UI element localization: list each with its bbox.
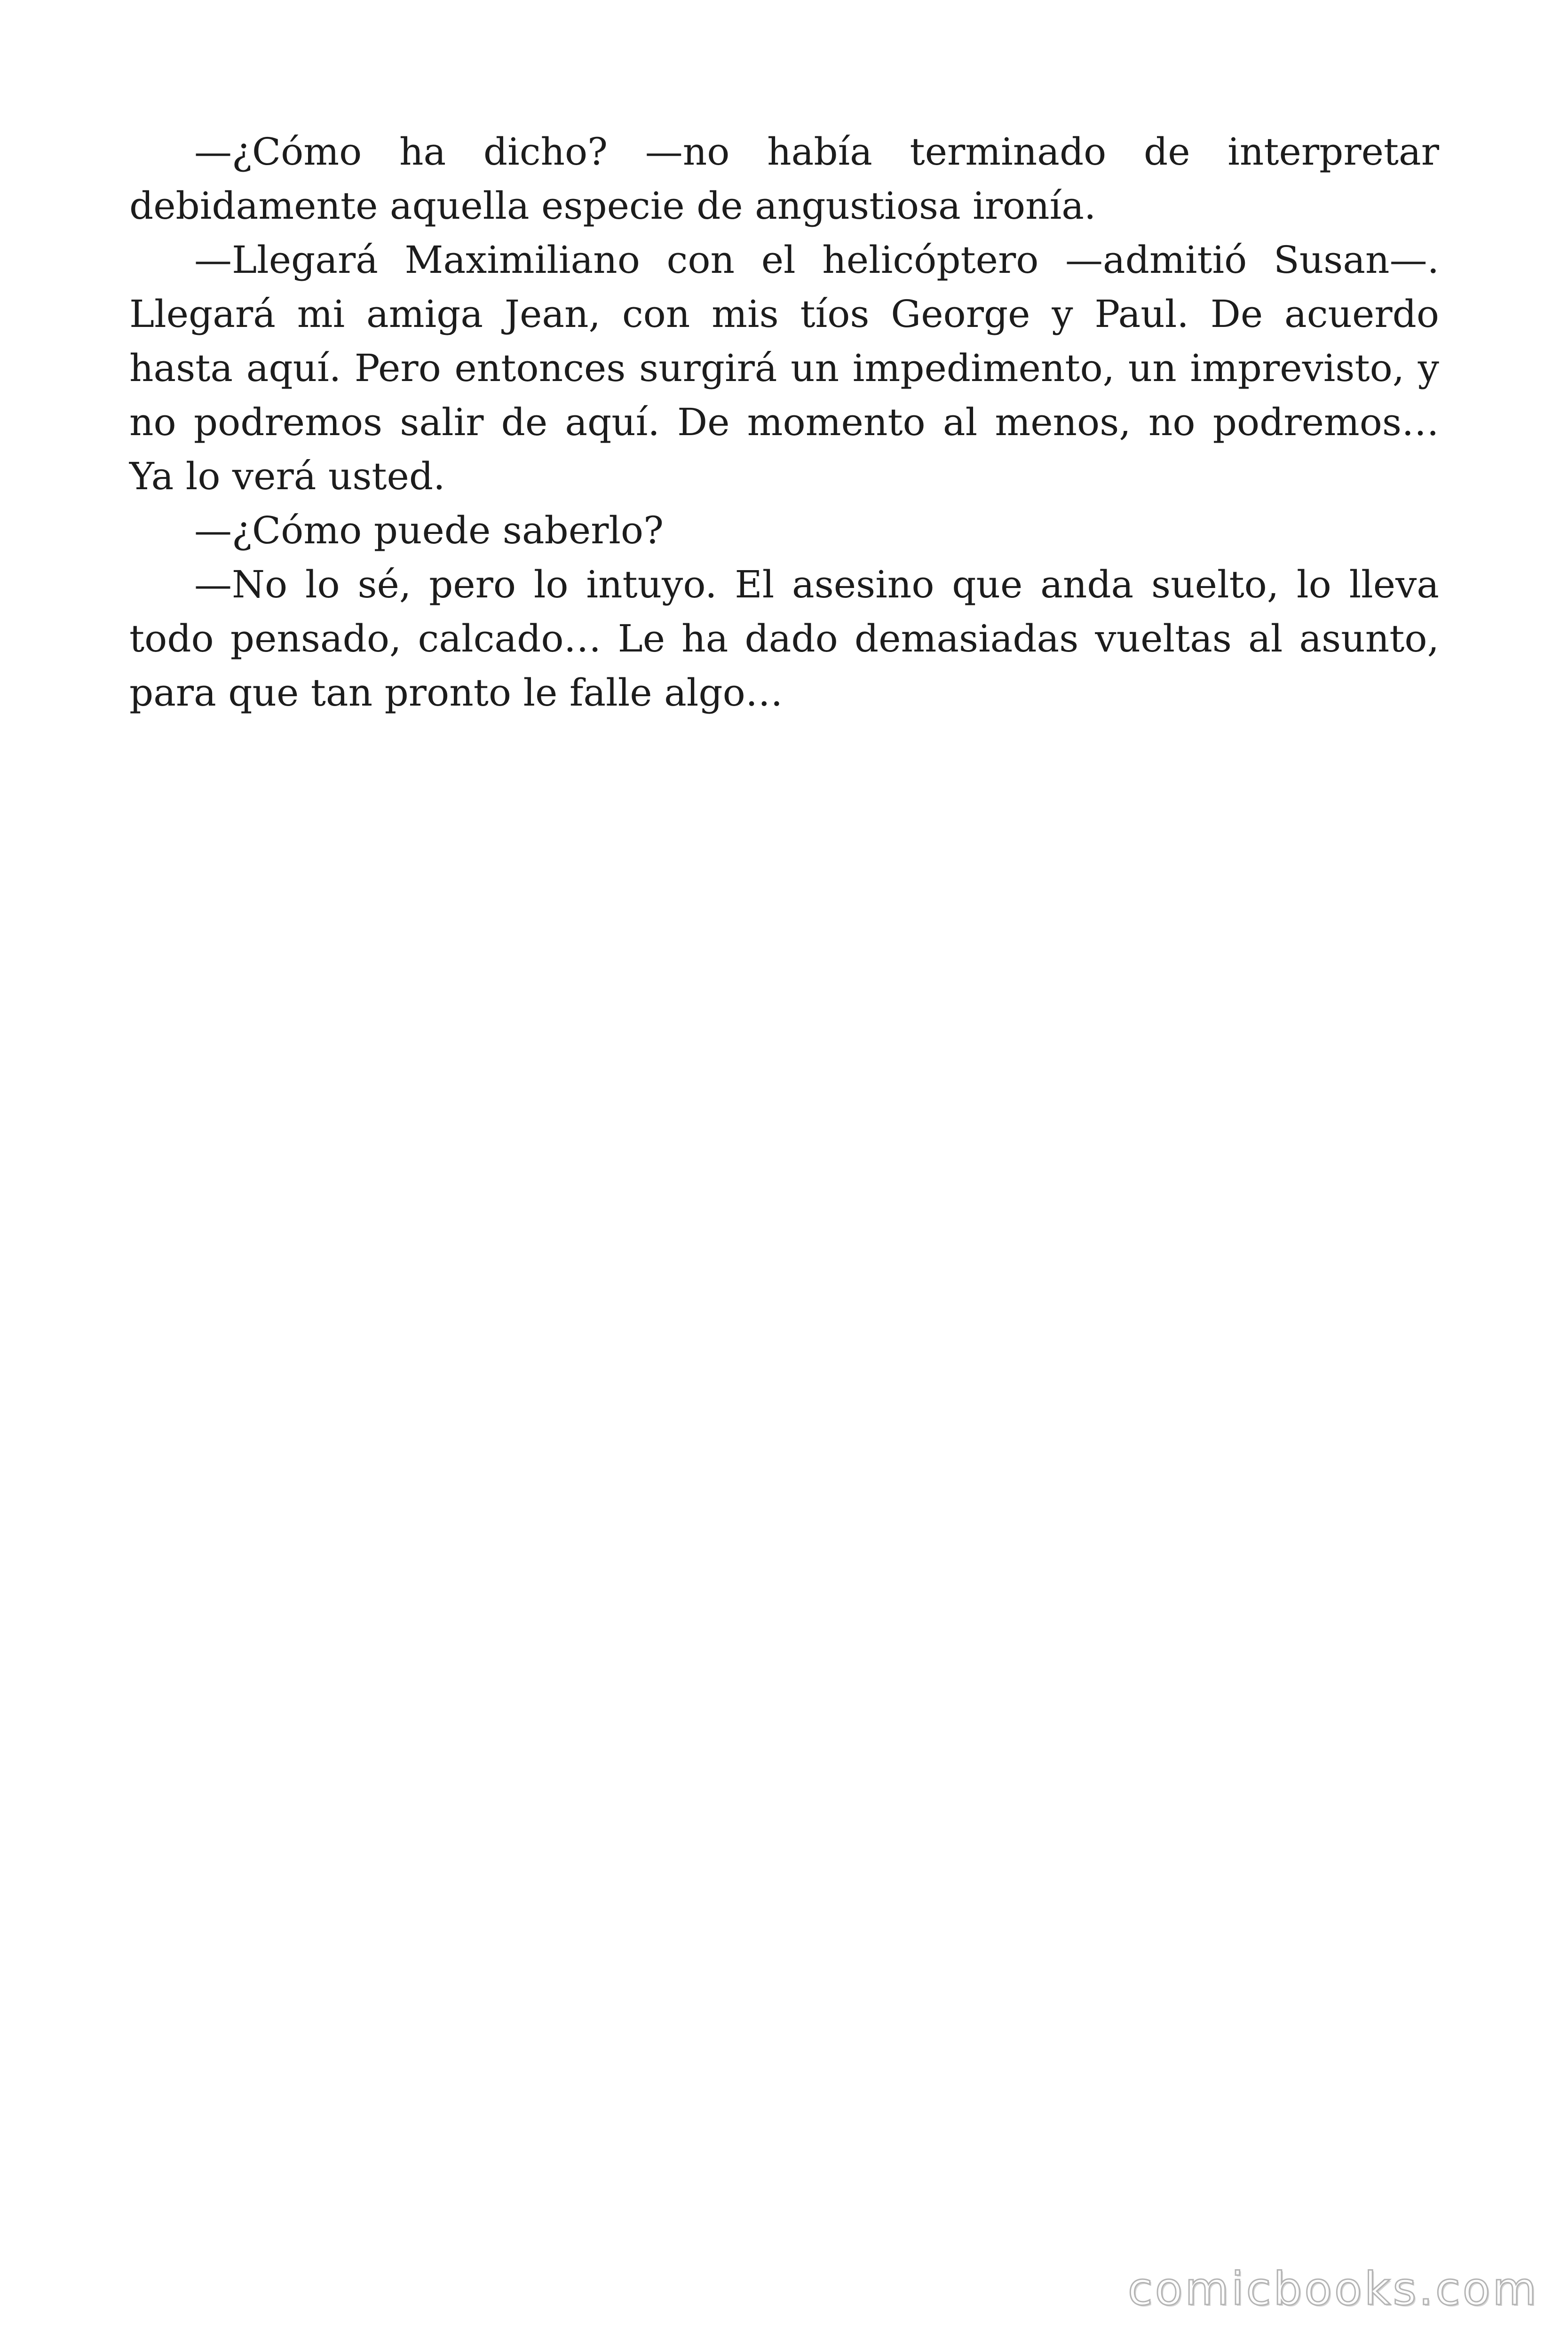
paragraph: —No lo sé, pero lo intuyo. El asesino que anda suelto, lo lleva todo pensado, calcado… Le ha dado demasiadas vueltas al asunto, para que tan pronto le falle algo… [129, 563, 1439, 715]
body-text [129, 125, 1439, 720]
watermark-logo: comicbooks.com [1127, 2263, 1539, 2315]
paragraph: —¿Cómo ha dicho? —no había terminado de interpretar debidamente aquella especie de angustiosa ironía. [129, 130, 1439, 228]
paragraph: —Llegará Maximiliano con el helicóptero —admitió Susan—. Llegará mi amiga Jean, con mis tíos George y Paul. De acuerdo hasta aquí. Pero entonces surgirá un impedimento, un imprevisto, y no podremos salir de aquí. De momento al menos, no podremos… Ya lo verá usted. [129, 238, 1439, 498]
paragraph: —¿Cómo puede saberlo? [194, 509, 664, 552]
